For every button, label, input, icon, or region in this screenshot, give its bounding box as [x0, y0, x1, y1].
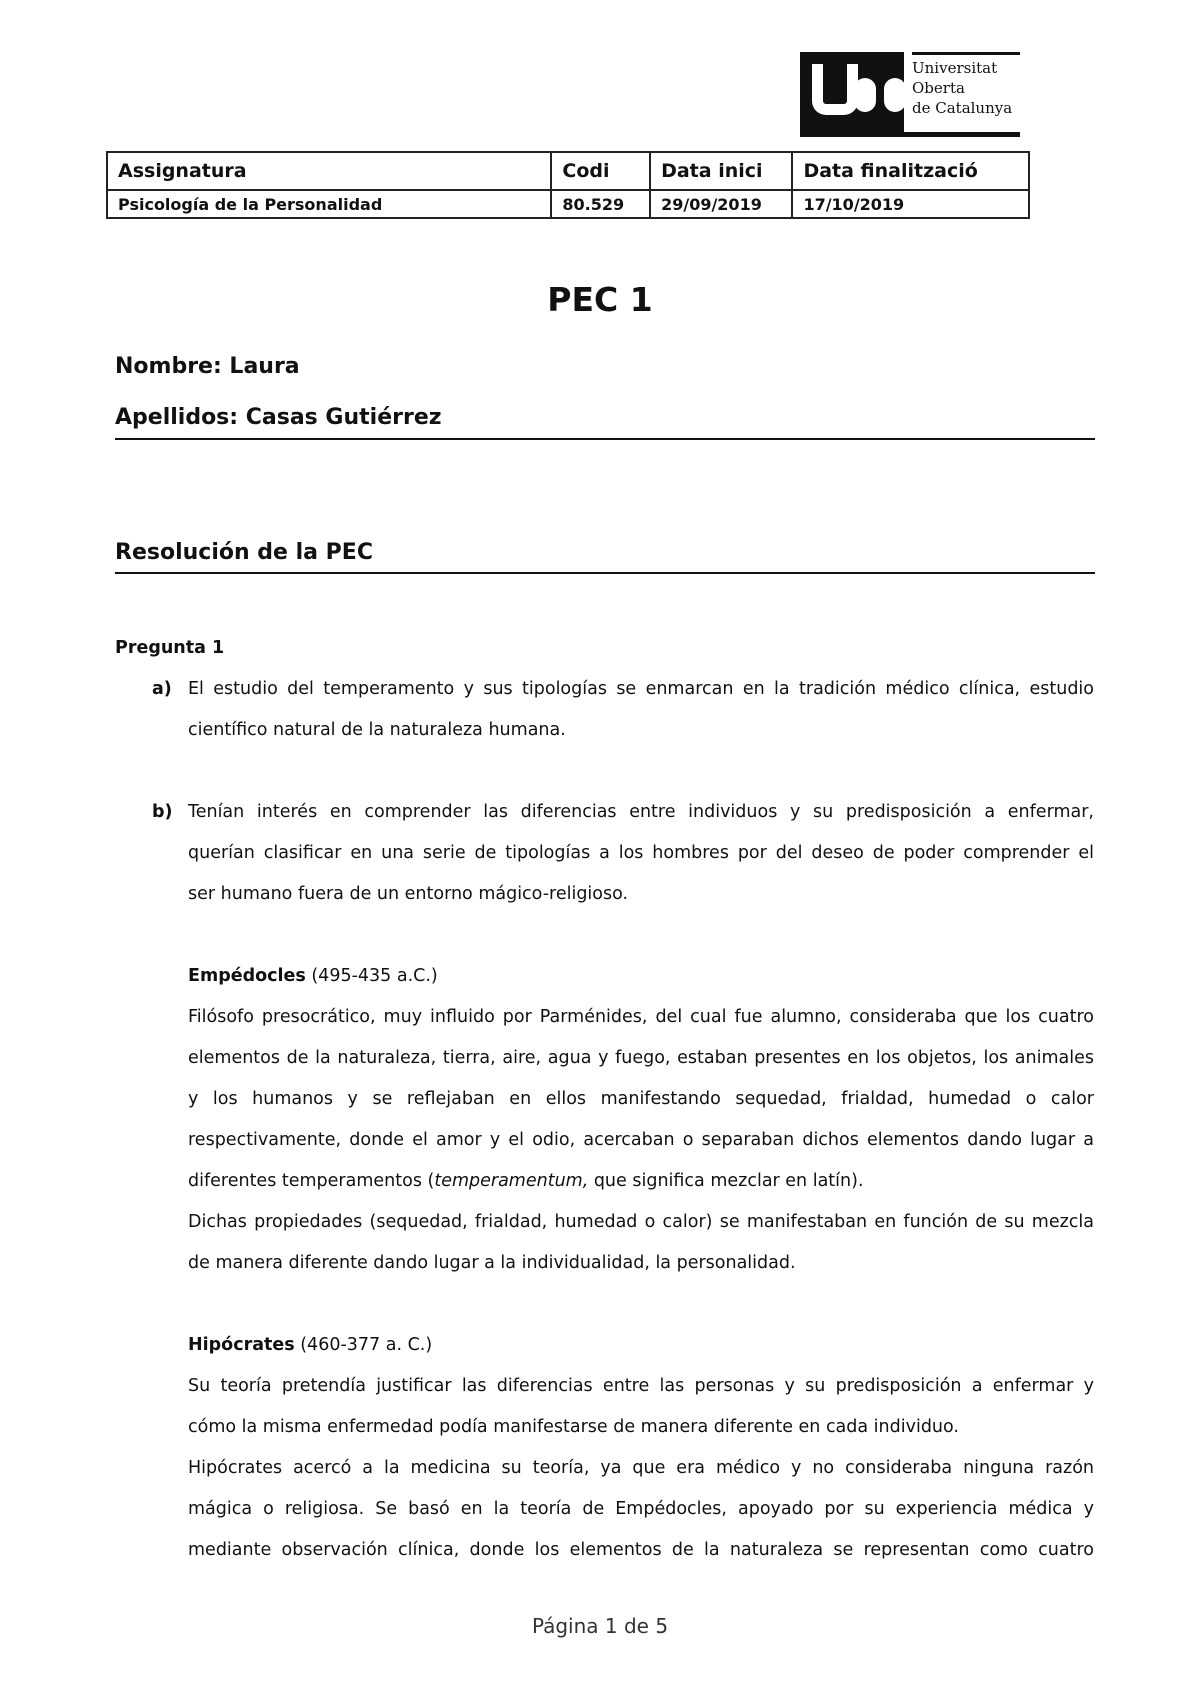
course-info-table: [106, 151, 1030, 219]
value-data-finalitzacio: 17/10/2019: [792, 190, 1029, 218]
empedocles-line-4: respectivamente, donde el amor y el odio, acercaban o separaban dichos elementos dando lugar a: [188, 1130, 1094, 1150]
logo-line-2: Oberta: [912, 79, 965, 97]
value-data-inici: 29/09/2019: [650, 190, 792, 218]
empedocles-line-5-end: que significa mezclar en latín).: [588, 1171, 864, 1191]
section-heading: Resolución de la PEC: [115, 540, 373, 565]
page-number: Página 1 de 5: [531, 1614, 669, 1638]
apellidos-field: Apellidos: Casas Gutiérrez: [115, 405, 442, 430]
hipocrates-line-4: mágica o religiosa. Se basó en la teoría de Empédocles, apoyado por su experiencia médica y: [188, 1499, 1094, 1519]
empedocles-line-2: elementos de la naturaleza, tierra, aire, agua y fuego, estaban presentes en los objetos, los animales: [188, 1048, 1094, 1068]
uoc-logo-mark: [800, 52, 904, 132]
value-assignatura: Psicología de la Personalidad: [107, 190, 551, 218]
hipocrates-line-5: mediante observación clínica, donde los elementos de la naturaleza se representan como cuatro: [188, 1540, 1094, 1560]
empedocles-line-7: de manera diferente dando lugar a la individualidad, la personalidad.: [188, 1253, 796, 1273]
divider: [115, 572, 1095, 574]
nombre-field: Nombre: Laura: [115, 354, 300, 379]
header-data-finalitzacio: Data finalització: [792, 152, 1029, 190]
uoc-logo: [800, 52, 1020, 138]
answer-a-line-1: El estudio del temperamento y sus tipologías se enmarcan en la tradición médico clínica, estudio: [188, 679, 1094, 699]
temperamentum-term: temperamentum,: [434, 1171, 589, 1191]
divider: [115, 438, 1095, 440]
hipocrates-heading: [188, 1333, 432, 1357]
list-marker-b: b): [152, 802, 173, 822]
hipocrates-line-2: cómo la misma enfermedad podía manifestarse de manera diferente en cada individuo.: [188, 1417, 959, 1437]
list-marker-a: a): [152, 679, 172, 699]
empedocles-dates: (495-435 a.C.): [305, 966, 438, 986]
empedocles-line-5-start: diferentes temperamentos (: [188, 1171, 435, 1191]
uoc-logo-text: [912, 58, 1012, 118]
empedocles-line-3: y los humanos y se reflejaban en ellos manifestando sequedad, frialdad, humedad o calor: [188, 1089, 1094, 1109]
empedocles-name: Empédocles: [188, 966, 306, 986]
logo-line-3: de Catalunya: [912, 99, 1013, 117]
hipocrates-dates: (460-377 a. C.): [294, 1335, 433, 1355]
table-row: [107, 190, 1029, 218]
empedocles-heading: [188, 964, 438, 988]
answer-a-line-2: científico natural de la naturaleza humana.: [188, 720, 566, 740]
hipocrates-line-3: Hipócrates acercó a la medicina su teoría, ya que era médico y no consideraba ninguna razón: [188, 1458, 1094, 1478]
empedocles-line-1: Filósofo presocrático, muy influido por Parménides, del cual fue alumno, consideraba que los cuatro: [188, 1007, 1094, 1027]
logo-line-1: Universitat: [912, 59, 998, 77]
table-header-row: [107, 152, 1029, 190]
header-data-inici: Data inici: [650, 152, 792, 190]
answer-b-line-1: Tenían interés en comprender las diferencias entre individuos y su predisposición a enfermar,: [188, 802, 1094, 822]
header-assignatura: Assignatura: [107, 152, 551, 190]
hipocrates-line-1: Su teoría pretendía justificar las diferencias entre las personas y su predisposición a enfermar y: [188, 1376, 1094, 1396]
header-codi: Codi: [551, 152, 650, 190]
answer-b-line-2: querían clasificar en una serie de tipologías a los hombres por del deseo de poder comprender el: [188, 843, 1094, 863]
empedocles-line-6: Dichas propiedades (sequedad, frialdad, humedad o calor) se manifestaban en función de su mezcla: [188, 1212, 1094, 1232]
answer-b-line-3: ser humano fuera de un entorno mágico-religioso.: [188, 884, 629, 904]
empedocles-line-5: [188, 1169, 864, 1193]
value-codi: 80.529: [551, 190, 650, 218]
document-title: PEC 1: [547, 280, 653, 319]
question-heading: Pregunta 1: [115, 638, 225, 658]
hipocrates-name: Hipócrates: [188, 1335, 295, 1355]
